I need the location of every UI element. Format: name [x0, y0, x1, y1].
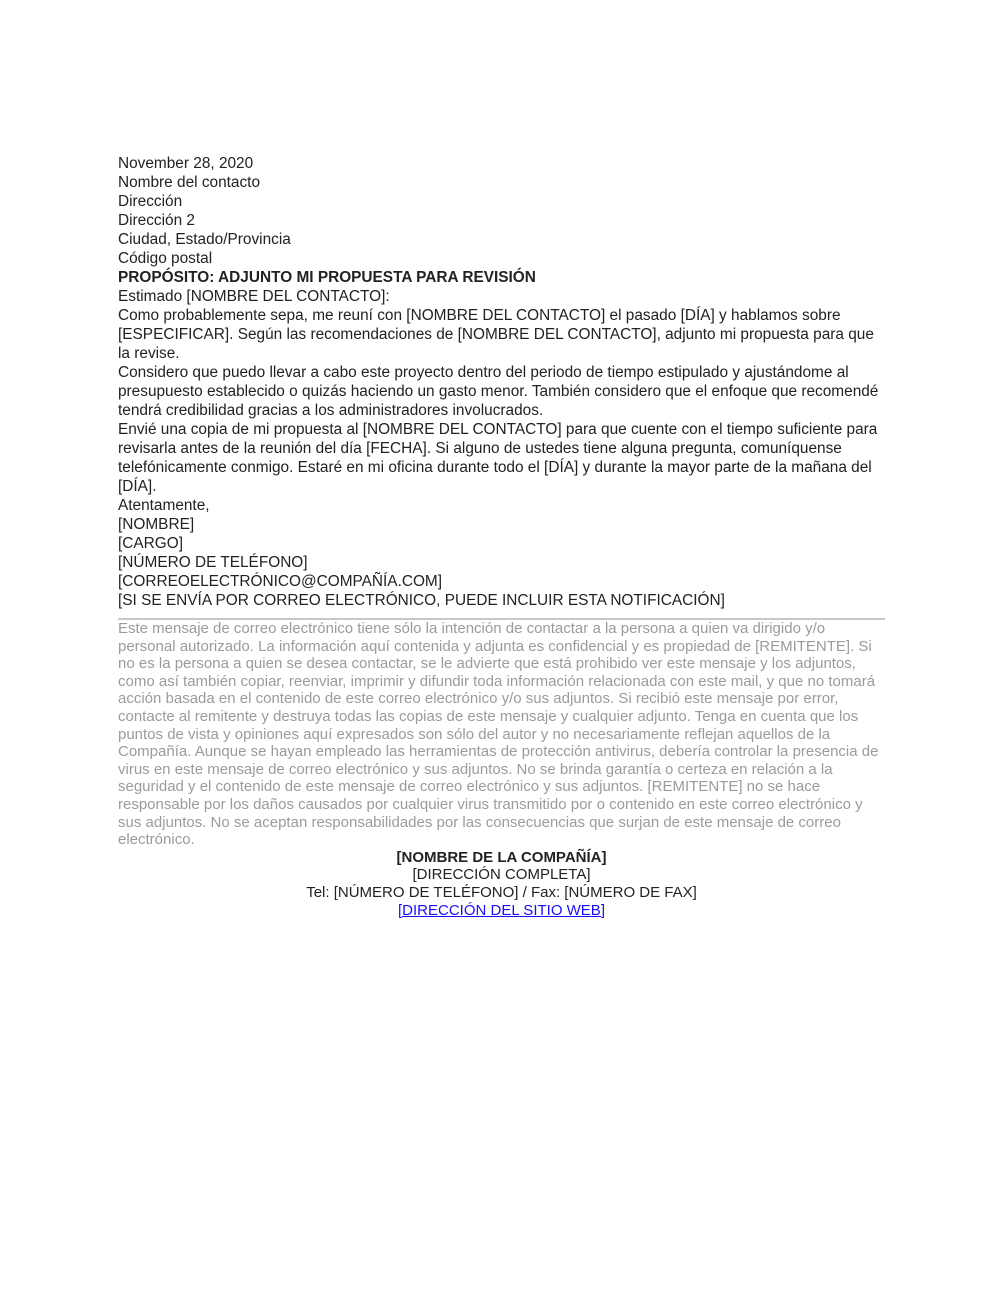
signature-email: [CORREOELECTRÓNICO@COMPAÑÍA.COM]: [118, 573, 443, 590]
company-footer: [118, 849, 885, 920]
signature-block: [118, 515, 885, 591]
body-paragraph-2: Considero que puedo llevar a cabo este proyecto dentro del periodo de tiempo estipulado y ajustándome al presupuesto establecido o quizás haciendo un gasto menor. También considero que el enfoque que recomendé tendrá credibilidad gracias a los administradores involucrados.: [118, 364, 879, 419]
recipient-address-2: Dirección 2: [118, 212, 195, 229]
subject-line: PROPÓSITO: ADJUNTO MI PROPUESTA PARA REVISIÓN: [118, 269, 536, 286]
recipient-name: Nombre del contacto: [118, 174, 261, 191]
website-link[interactable]: [DIRECCIÓN DEL SITIO WEB]: [398, 901, 605, 919]
signature-name: [NOMBRE]: [118, 516, 195, 533]
recipient-block: [118, 173, 885, 268]
signature-title: [CARGO]: [118, 535, 183, 552]
footer-website-line: [118, 902, 885, 920]
signature-phone: [NÚMERO DE TELÉFONO]: [118, 554, 308, 571]
email-notification-note: [SI SE ENVÍA POR CORREO ELECTRÓNICO, PUEDE INCLUIR ESTA NOTIFICACIÓN]: [118, 592, 725, 609]
recipient-city-state: Ciudad, Estado/Provincia: [118, 231, 291, 248]
body-paragraph-3: Envié una copia de mi propuesta al [NOMBRE DEL CONTACTO] para que cuente con el tiempo suficiente para revisarla antes de la reunión del día [FECHA]. Si alguno de ustedes tiene alguna pregunta, comuníquense telefónicamente conmigo. Estaré en mi oficina durante todo el [DÍA] y durante la mayor parte de la mañana del [DÍA].: [118, 421, 878, 495]
recipient-address-1: Dirección: [118, 193, 183, 210]
email-disclaimer: Este mensaje de correo electrónico tiene sólo la intención de contactar a la persona a quien va dirigido y/o personal autorizado. La información aquí contenida y adjunta es confidencial y es propiedad de [REMITENTE]. Si no es la persona a quien se desea contactar, se le advierte que está prohibido ver este mensaje y los adjuntos, como así también copiar, reenviar, imprimir y difundir toda información relacionada con este mail, y que no tomará acción basada en el contenido de este correo electrónico y/o sus adjuntos. Si recibió este mensaje por error, contacte al remitente y destruya todas las copias de este mensaje y cualquier adjunto. Tenga en cuenta que los puntos de vista y opiniones aquí expresados son sólo del autor y no necesariamente reflejan aquellos de la Compañía. Aunque se hayan empleado las herramientas de protección antivirus, debería controlar la presencia de virus en este mensaje de correo electrónico y sus adjuntos. No se brinda garantía o certeza en relación a la seguridad y el contenido de este mensaje de correo electrónico y sus adjuntos. [REMITENTE] no se hace responsable por los daños causados por cualquier virus transmitido por o contenido en este correo electrónico y sus adjuntos. No se aceptan responsabilidades por las consecuencias que surjan de este mensaje de correo electrónico.: [118, 620, 879, 849]
body-paragraph-1: Como probablemente sepa, me reuní con [NOMBRE DEL CONTACTO] el pasado [DÍA] y hablamos sobre [ESPECIFICAR]. Según las recomendaciones de [NOMBRE DEL CONTACTO], adjunto mi propuesta para que la revise.: [118, 307, 874, 362]
closing-salutation: Atentamente,: [118, 497, 210, 514]
recipient-postal-code: Código postal: [118, 250, 213, 267]
footer-company-name: [NOMBRE DE LA COMPAÑÍA]: [396, 848, 607, 866]
greeting: Estimado [NOMBRE DEL CONTACTO]:: [118, 288, 390, 305]
footer-tel-fax: Tel: [NÚMERO DE TELÉFONO] / Fax: [NÚMERO DE FAX]: [306, 884, 697, 902]
letter-date: November 28, 2020: [118, 155, 254, 172]
footer-company-address: [DIRECCIÓN COMPLETA]: [412, 866, 591, 884]
